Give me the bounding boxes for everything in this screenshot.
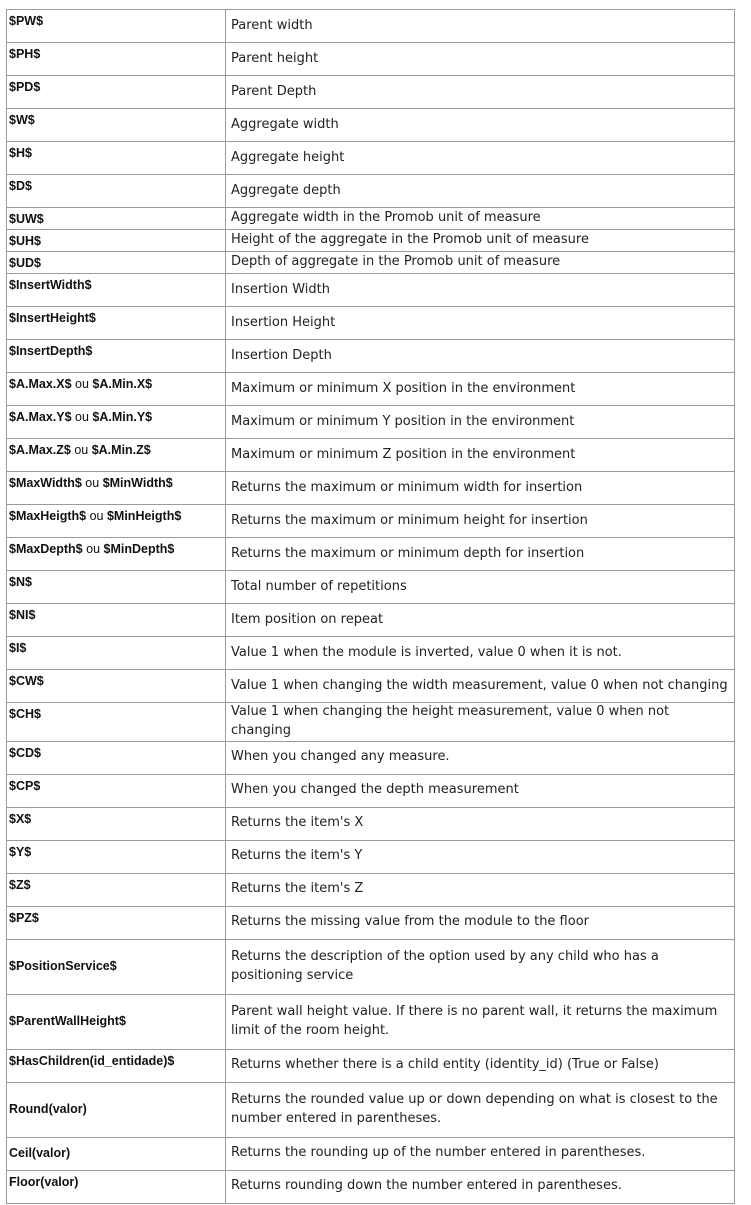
variable-cell (7, 703, 226, 742)
variable-name: $InsertDepth$ (9, 344, 93, 358)
description-cell: When you changed any measure. (226, 741, 735, 774)
variable-name: $CP$ (9, 778, 41, 793)
description-cell: Aggregate depth (226, 175, 735, 208)
description-cell: Insertion Height (226, 307, 735, 340)
description-cell: Insertion Depth (226, 340, 735, 373)
variable-name: $CW$ (9, 674, 44, 688)
variable-cell (7, 142, 226, 175)
variable-name: $W$ (9, 113, 35, 127)
description-cell: Height of the aggregate in the Promob unit of measure (226, 230, 735, 252)
variable-name: $Y$ (9, 844, 32, 859)
table-row (7, 807, 735, 840)
variables-table (6, 9, 735, 1204)
description-cell: Insertion Width (226, 274, 735, 307)
table-row (7, 307, 735, 340)
variable-name: $PositionService$ (9, 959, 117, 974)
or-conjunction: ou (86, 509, 107, 523)
description-cell: Returns the description of the option used by any child who has a positioning service (226, 939, 735, 994)
description-cell: Aggregate width (226, 109, 735, 142)
description-cell: Parent height (226, 43, 735, 76)
variable-cell (7, 807, 226, 840)
variable-name: $A.Min.Z$ (91, 443, 151, 457)
table-row (7, 906, 735, 939)
description-cell: Depth of aggregate in the Promob unit of measure (226, 252, 735, 274)
table-row (7, 43, 735, 76)
variable-name: $HasChildren(id_entidade)$ (9, 1053, 175, 1068)
variable-cell (7, 670, 226, 703)
variable-name: Ceil(valor) (9, 1146, 71, 1161)
variable-cell (7, 1049, 226, 1082)
description-cell: Total number of repetitions (226, 571, 735, 604)
variable-cell (7, 994, 226, 1049)
variable-name: $A.Max.X$ (9, 377, 72, 391)
description-cell: Returns the rounding up of the number entered in parentheses. (226, 1137, 735, 1170)
table-row (7, 230, 735, 252)
description-cell: Maximum or minimum Z position in the environment (226, 439, 735, 472)
table-row (7, 939, 735, 994)
table-row (7, 472, 735, 505)
table-row (7, 406, 735, 439)
variable-cell (7, 840, 226, 873)
variable-cell (7, 571, 226, 604)
variable-name: $MaxHeigth$ (9, 509, 87, 523)
or-conjunction: ou (71, 410, 93, 424)
variable-name: $InsertWidth$ (9, 278, 92, 292)
table-row (7, 505, 735, 538)
variable-name: $MaxDepth$ (9, 542, 83, 556)
table-row (7, 637, 735, 670)
variable-cell (7, 252, 226, 274)
table-row (7, 994, 735, 1049)
variable-name: Round(valor) (9, 1102, 87, 1117)
table-row (7, 670, 735, 703)
description-cell: Returns whether there is a child entity (identity_id) (True or False) (226, 1049, 735, 1082)
table-row (7, 252, 735, 274)
table-row (7, 142, 735, 175)
variable-name: $CH$ (9, 707, 41, 721)
variable-cell (7, 472, 226, 505)
variable-name: $PW$ (9, 14, 44, 28)
variable-name: $PZ$ (9, 910, 39, 925)
variable-cell (7, 208, 226, 230)
variable-name: $N$ (9, 575, 32, 589)
variable-cell (7, 340, 226, 373)
description-cell: Returns the maximum or minimum width for insertion (226, 472, 735, 505)
description-cell: Returns the maximum or minimum depth for insertion (226, 538, 735, 571)
or-conjunction: ou (70, 443, 92, 457)
table-row (7, 340, 735, 373)
table-row (7, 76, 735, 109)
variable-name: $CD$ (9, 745, 41, 760)
variable-name: $ParentWallHeight$ (9, 1014, 126, 1029)
table-row (7, 439, 735, 472)
variable-cell (7, 604, 226, 637)
variable-cell (7, 175, 226, 208)
table-row (7, 175, 735, 208)
variable-cell (7, 939, 226, 994)
or-conjunction: ou (82, 542, 104, 556)
variable-cell (7, 538, 226, 571)
table-row (7, 703, 735, 742)
table-row (7, 1137, 735, 1170)
variable-cell (7, 873, 226, 906)
description-cell: Returns rounding down the number entered in parentheses. (226, 1170, 735, 1203)
table-row (7, 774, 735, 807)
variable-name: $I$ (9, 641, 27, 655)
table-row (7, 1049, 735, 1082)
variable-cell (7, 906, 226, 939)
description-cell: Maximum or minimum Y position in the environment (226, 406, 735, 439)
or-conjunction: ou (71, 377, 93, 391)
table-row (7, 1082, 735, 1137)
variable-cell (7, 505, 226, 538)
description-cell: Returns the item's Z (226, 873, 735, 906)
description-cell: Aggregate height (226, 142, 735, 175)
variable-name: $Z$ (9, 877, 31, 892)
table-row (7, 538, 735, 571)
variable-name: $NI$ (9, 608, 36, 622)
description-cell: Returns the item's X (226, 807, 735, 840)
variable-name: $MinDepth$ (103, 542, 175, 556)
description-cell: Returns the missing value from the module to the floor (226, 906, 735, 939)
description-cell: Parent Depth (226, 76, 735, 109)
variable-name: Floor(valor) (9, 1174, 79, 1189)
description-cell: Parent wall height value. If there is no parent wall, it returns the maximum limit of the room height. (226, 994, 735, 1049)
variable-cell (7, 76, 226, 109)
description-cell: When you changed the depth measurement (226, 774, 735, 807)
variable-name: $MinWidth$ (102, 476, 173, 490)
table-row (7, 373, 735, 406)
variable-cell (7, 230, 226, 252)
table-row (7, 741, 735, 774)
variable-cell (7, 109, 226, 142)
variable-name: $MaxWidth$ (9, 476, 82, 490)
variable-name: $UW$ (9, 212, 44, 226)
table-row (7, 604, 735, 637)
variable-cell (7, 406, 226, 439)
variable-name: $D$ (9, 179, 32, 193)
variable-cell (7, 439, 226, 472)
variable-name: $UD$ (9, 256, 41, 270)
variable-cell (7, 10, 226, 43)
description-cell: Returns the item's Y (226, 840, 735, 873)
table-row (7, 1170, 735, 1203)
variable-name: $A.Min.X$ (92, 377, 153, 391)
variable-name: $H$ (9, 146, 32, 160)
variable-name: $UH$ (9, 234, 41, 248)
variable-cell (7, 274, 226, 307)
table-row (7, 10, 735, 43)
table-row (7, 873, 735, 906)
variable-cell (7, 373, 226, 406)
variable-name: $MinHeigth$ (106, 509, 182, 523)
variable-name: $A.Max.Z$ (9, 443, 71, 457)
variable-cell (7, 637, 226, 670)
table-row (7, 208, 735, 230)
description-cell: Value 1 when changing the height measurement, value 0 when not changing (226, 703, 735, 742)
description-cell: Returns the rounded value up or down depending on what is closest to the number entered in parentheses. (226, 1082, 735, 1137)
table-row (7, 840, 735, 873)
description-cell: Value 1 when changing the width measurement, value 0 when not changing (226, 670, 735, 703)
table-row (7, 274, 735, 307)
table-row (7, 571, 735, 604)
variable-cell (7, 43, 226, 76)
variable-cell (7, 307, 226, 340)
or-conjunction: ou (81, 476, 103, 490)
variables-table-body (7, 10, 735, 1204)
table-row (7, 109, 735, 142)
variable-cell (7, 1137, 226, 1170)
variable-cell (7, 1082, 226, 1137)
variable-cell (7, 774, 226, 807)
description-cell: Item position on repeat (226, 604, 735, 637)
variable-name: $InsertHeight$ (9, 311, 96, 325)
variable-cell (7, 1170, 226, 1203)
variable-name: $PD$ (9, 80, 41, 94)
description-cell: Value 1 when the module is inverted, value 0 when it is not. (226, 637, 735, 670)
description-cell: Parent width (226, 10, 735, 43)
variable-cell (7, 741, 226, 774)
description-cell: Aggregate width in the Promob unit of measure (226, 208, 735, 230)
description-cell: Returns the maximum or minimum height for insertion (226, 505, 735, 538)
variable-name: $A.Max.Y$ (9, 410, 72, 424)
variable-name: $X$ (9, 811, 32, 826)
variable-name: $A.Min.Y$ (92, 410, 153, 424)
description-cell: Maximum or minimum X position in the environment (226, 373, 735, 406)
variable-name: $PH$ (9, 47, 41, 61)
